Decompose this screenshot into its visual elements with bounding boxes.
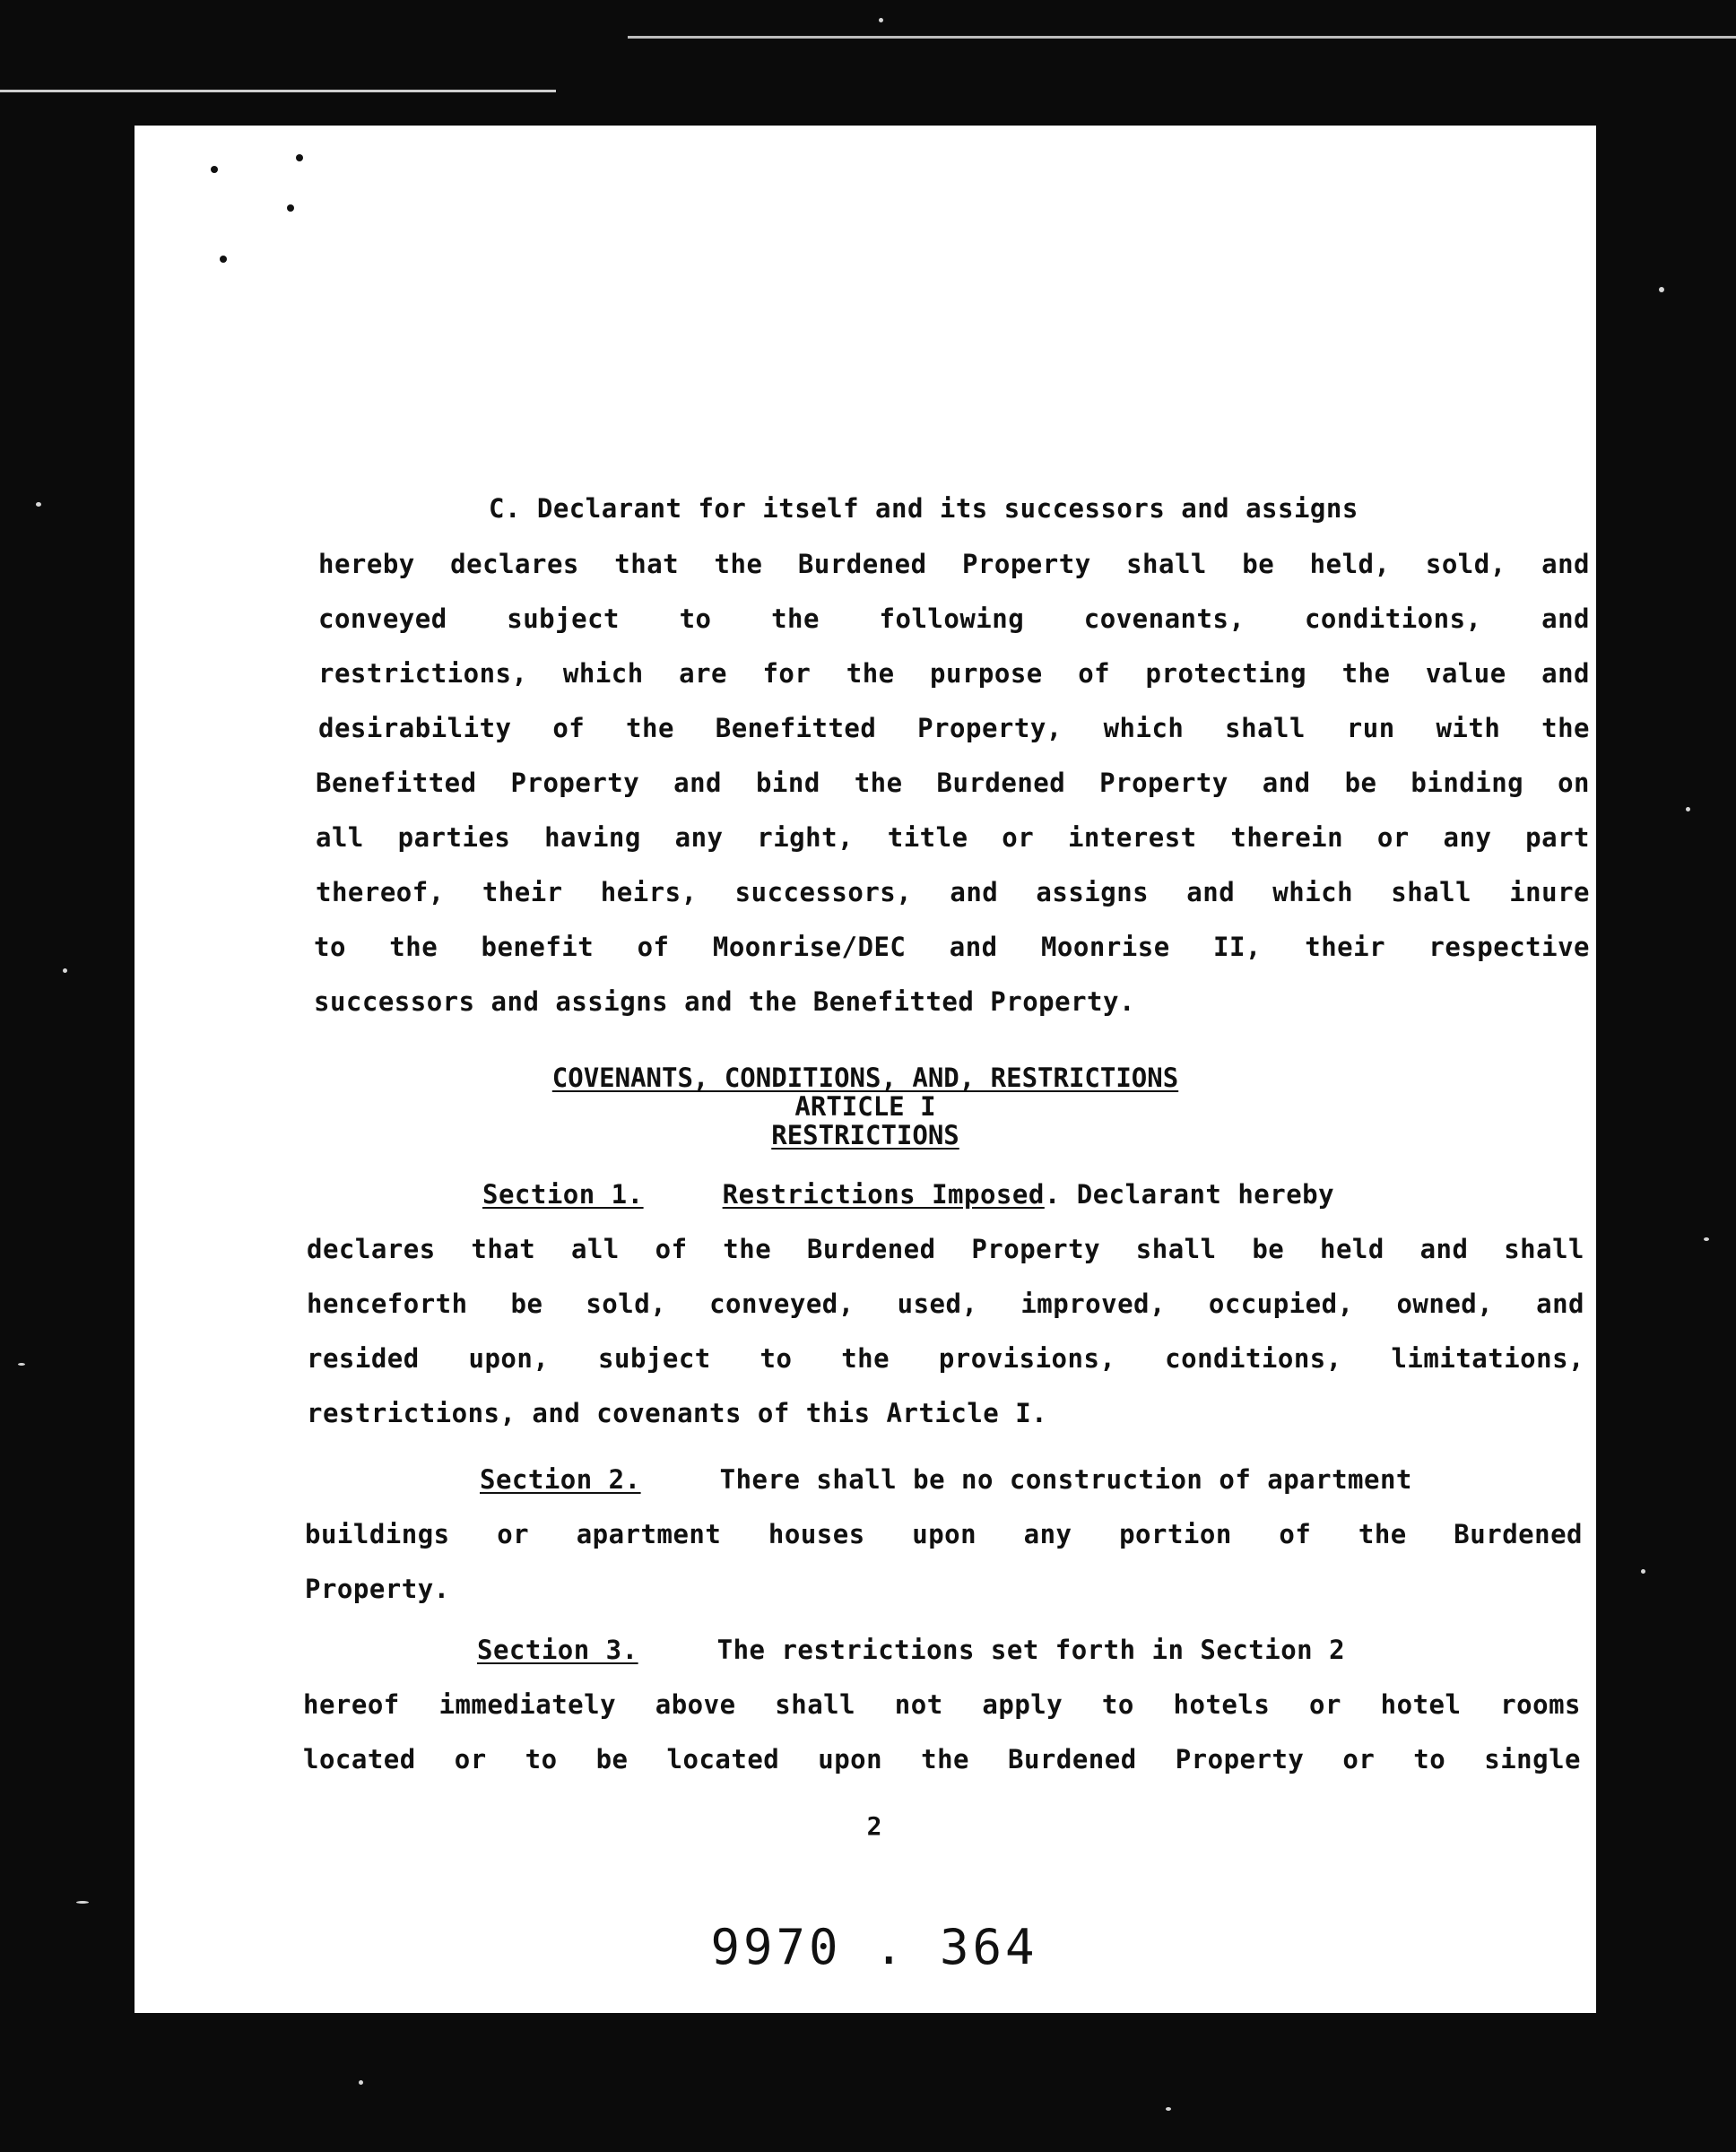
scan-edge-line	[0, 90, 556, 92]
paragraph-line: Benefitted Property and bind the Burdened Property and be binding on	[316, 768, 1590, 798]
section-2-first-line	[480, 1464, 1412, 1495]
section-2-line: buildings or apartment houses upon any portion of the Burdened	[305, 1519, 1583, 1549]
scan-edge-line	[628, 36, 1736, 39]
paragraph-line: thereof, their heirs, successors, and assigns and which shall inure	[316, 877, 1590, 907]
paragraph-line	[489, 493, 1358, 524]
paragraph-line: restrictions, which are for the purpose of protecting the value and	[318, 658, 1590, 689]
section-1-label: Section 1.	[482, 1179, 644, 1210]
paragraph-line: desirability of the Benefitted Property, which shall run with the	[318, 713, 1590, 743]
paragraph-line: conveyed subject to the following covenants, conditions, and	[318, 603, 1590, 634]
paragraph-text: C. Declarant for itself and its successors and assigns	[489, 493, 1358, 524]
document-page	[135, 126, 1596, 2013]
section-1-line: declares that all of the Burdened Property shall be held and shall	[307, 1234, 1584, 1264]
heading-article	[135, 1092, 1596, 1121]
section-3-line: located or to be located upon the Burdened Property or to single	[303, 1744, 1581, 1775]
paragraph-line: all parties having any right, title or interest therein or any part	[316, 822, 1590, 853]
section-3-first-line-rest: The restrictions set forth in Section 2	[716, 1635, 1346, 1665]
heading-text: ARTICLE I	[794, 1091, 936, 1122]
scan-speck	[1704, 1237, 1709, 1241]
heading-restrictions	[135, 1121, 1596, 1150]
scan-speck	[76, 1901, 89, 1904]
scan-speck	[1641, 1569, 1645, 1574]
paragraph-line: successors and assigns and the Benefitted Property.	[314, 986, 1135, 1017]
page-number: 2	[866, 1811, 882, 1841]
section-2-first-line-rest: There shall be no construction of apartment	[719, 1464, 1412, 1495]
section-1-line: henceforth be sold, conveyed, used, improved, occupied, owned, and	[307, 1289, 1584, 1319]
scan-dot	[296, 154, 303, 161]
scan-speck	[879, 18, 883, 22]
scan-speck	[63, 968, 67, 973]
scan-speck	[1166, 2107, 1171, 2111]
heading-text: RESTRICTIONS	[771, 1120, 959, 1150]
section-1-line: resided upon, subject to the provisions, conditions, limitations,	[307, 1343, 1584, 1374]
section-3-line: hereof immediately above shall not apply to hotels or hotel rooms	[303, 1689, 1581, 1720]
scan-dot	[220, 256, 227, 263]
heading-text: COVENANTS, CONDITIONS, AND, RESTRICTIONS	[551, 1063, 1179, 1093]
paragraph-line: to the benefit of Moonrise/DEC and Moonrise II, their respective	[314, 932, 1590, 962]
section-3-label: Section 3.	[477, 1635, 638, 1665]
paragraph-line: hereby declares that the Burdened Property shall be held, sold, and	[318, 549, 1590, 579]
scan-speck	[36, 502, 41, 507]
section-1-title: Restrictions Imposed	[722, 1179, 1045, 1210]
section-1-first-line	[482, 1179, 1334, 1210]
section-1-first-line-rest: . Declarant hereby	[1044, 1179, 1335, 1210]
scan-dot	[211, 166, 218, 173]
section-3-first-line	[477, 1635, 1345, 1665]
scan-speck	[1659, 287, 1664, 292]
scan-speck	[359, 2080, 363, 2085]
heading-covenants	[135, 1063, 1596, 1092]
section-1-line: restrictions, and covenants of this Article I.	[307, 1398, 1048, 1428]
section-2-line: Property.	[305, 1574, 450, 1604]
book-page-stamp: 9970 . 364	[710, 1919, 1038, 1975]
section-2-label: Section 2.	[480, 1464, 641, 1495]
scan-speck	[18, 1363, 25, 1366]
scan-speck	[1686, 807, 1690, 811]
scan-dot	[287, 204, 294, 212]
